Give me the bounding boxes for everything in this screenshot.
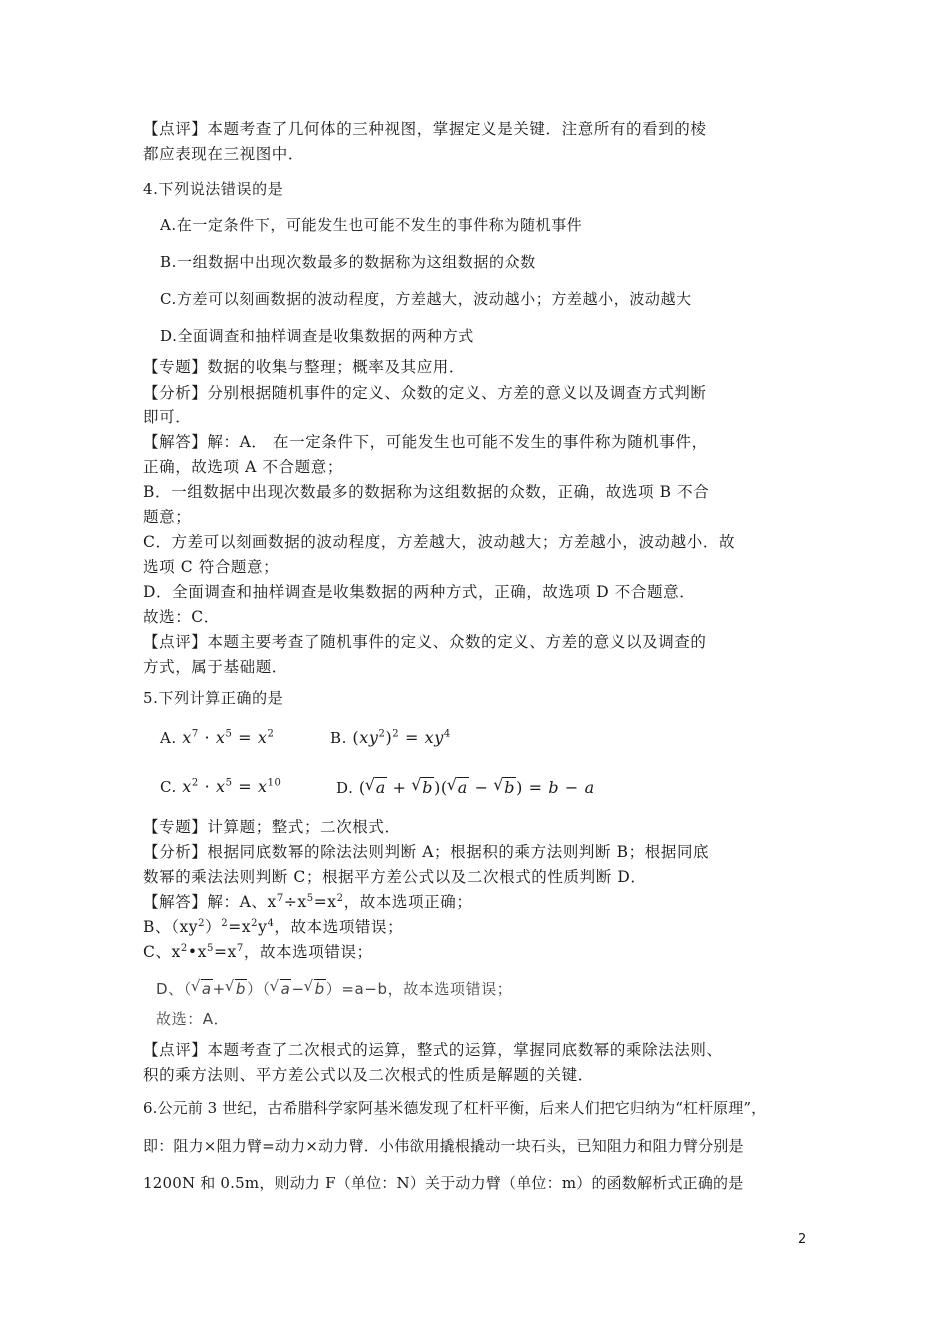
answer-5-line-a: 【解答】解：A、$x^7\div x^5=x^2$，故本选项正确； bbox=[143, 892, 473, 911]
question-4-option-d: D.全面调查和抽样调查是收集数据的两种方式 bbox=[160, 327, 474, 345]
question-4-title: 4.下列说法错误的是 bbox=[143, 180, 284, 198]
topic-5-line: 【专题】计算题；整式；二次根式． bbox=[143, 818, 401, 836]
answer-5-line-c: C、$x^2•x^5=x^7$，故本选项错误； bbox=[143, 942, 373, 961]
answer-line-7: D．全面调查和抽样调查是收集数据的两种方式，正确，故选项 D 不合题意． bbox=[143, 583, 696, 601]
answer-line-3: B．一组数据中出现次数最多的数据称为这组数据的众数，正确，故选项 B 不合 bbox=[143, 483, 710, 501]
comment-5-line-1: 【点评】本题考查了二次根式的运算，整式的运算，掌握同底数幂的乘除法法则、 bbox=[143, 1041, 723, 1059]
analysis-5-line-2: 数幂的乘法法则判断 C；根据平方差公式以及二次根式的性质判断 D． bbox=[143, 868, 647, 886]
topic-line: 【专题】数据的收集与整理；概率及其应用． bbox=[143, 358, 466, 376]
answer-line-8: 故选：C． bbox=[143, 608, 220, 626]
formula-c: $x^2 \cdot x^5 = x^{10}$ bbox=[182, 777, 282, 796]
comment-4-line-2: 方式，属于基础题． bbox=[143, 658, 288, 676]
answer-line-1: 【解答】解：A． 在一定条件下，可能发生也可能不发生的事件称为随机事件， bbox=[143, 433, 708, 451]
analysis-line-1: 【分析】分别根据随机事件的定义、众数的定义、方差的意义以及调查方式判断 bbox=[143, 384, 707, 402]
comment-line-2: 都应表现在三视图中． bbox=[143, 145, 305, 163]
answer-line-2: 正确，故选项 A 不合题意； bbox=[143, 458, 343, 476]
question-5-option-a: A. $x^7 \cdot x^5 = x^2$ bbox=[160, 728, 275, 747]
answer-5-line-b: B、$(xy^2)^2=x^2y^4$，故本选项错误； bbox=[143, 917, 404, 936]
answer-5-line-d: D、（√ a+√ b）（√ a−√ b）=a−b，故本选项错误； bbox=[156, 978, 512, 999]
question-4-option-a: A.在一定条件下，可能发生也可能不发生的事件称为随机事件 bbox=[160, 216, 583, 234]
question-4-option-c: C.方差可以刻画数据的波动程度，方差越大，波动越小；方差越小，波动越大 bbox=[160, 290, 692, 308]
question-6-line-2: 即：阻力×阻力臂=动力×动力臂．小伟欲用撬根撬动一块石头，已知阻力和阻力臂分别是 bbox=[143, 1137, 744, 1155]
analysis-5-line-1: 【分析】根据同底数幂的除法法则判断 A；根据积的乘方法则判断 B；根据同底 bbox=[143, 843, 710, 861]
answer-line-6: 选项 C 符合题意； bbox=[143, 558, 280, 576]
comment-line-1: 【点评】本题考查了几何体的三种视图，掌握定义是关键．注意所有的看到的棱 bbox=[143, 120, 707, 138]
question-5-option-b: B. $(xy^2)^2 = xy^4$ bbox=[330, 728, 451, 747]
answer-line-4: 题意； bbox=[143, 508, 192, 526]
question-5-option-d: D. (√ a + √ b)(√ a − √ b) = b − a bbox=[336, 777, 595, 797]
formula-a: $x^7 \cdot x^5 = x^2$ bbox=[182, 728, 275, 747]
question-6-line-1: 6.公元前 3 世纪，古希腊科学家阿基米德发现了杠杆平衡，后来人们把它归纳为“杠杆原理”， bbox=[143, 1099, 767, 1117]
question-5-option-c: C. $x^2 \cdot x^5 = x^{10}$ bbox=[160, 777, 282, 796]
answer-5-choose: 故选：A． bbox=[156, 1010, 230, 1028]
question-6-line-3: 1200N 和 0.5m，则动力 F（单位：N）关于动力臂（单位：m）的函数解析式正确的是 bbox=[143, 1174, 744, 1192]
formula-b: $(xy^2)^2 = xy^4$ bbox=[352, 728, 451, 747]
analysis-line-2: 即可． bbox=[143, 408, 192, 426]
comment-4-line-1: 【点评】本题主要考查了随机事件的定义、众数的定义、方差的意义以及调查的 bbox=[143, 633, 707, 651]
question-5-title: 5.下列计算正确的是 bbox=[143, 689, 284, 707]
answer-line-5: C．方差可以刻画数据的波动程度，方差越大，波动越大；方差越小，波动越小．故 bbox=[143, 533, 736, 551]
page-number: 2 bbox=[798, 1232, 807, 1247]
comment-5-line-2: 积的乘方法则、平方差公式以及二次根式的性质是解题的关键． bbox=[143, 1066, 594, 1084]
formula-d: (√ a + √ b)(√ a − √ b) = b − a bbox=[359, 778, 595, 797]
question-4-option-b: B.一组数据中出现次数最多的数据称为这组数据的众数 bbox=[160, 253, 536, 271]
